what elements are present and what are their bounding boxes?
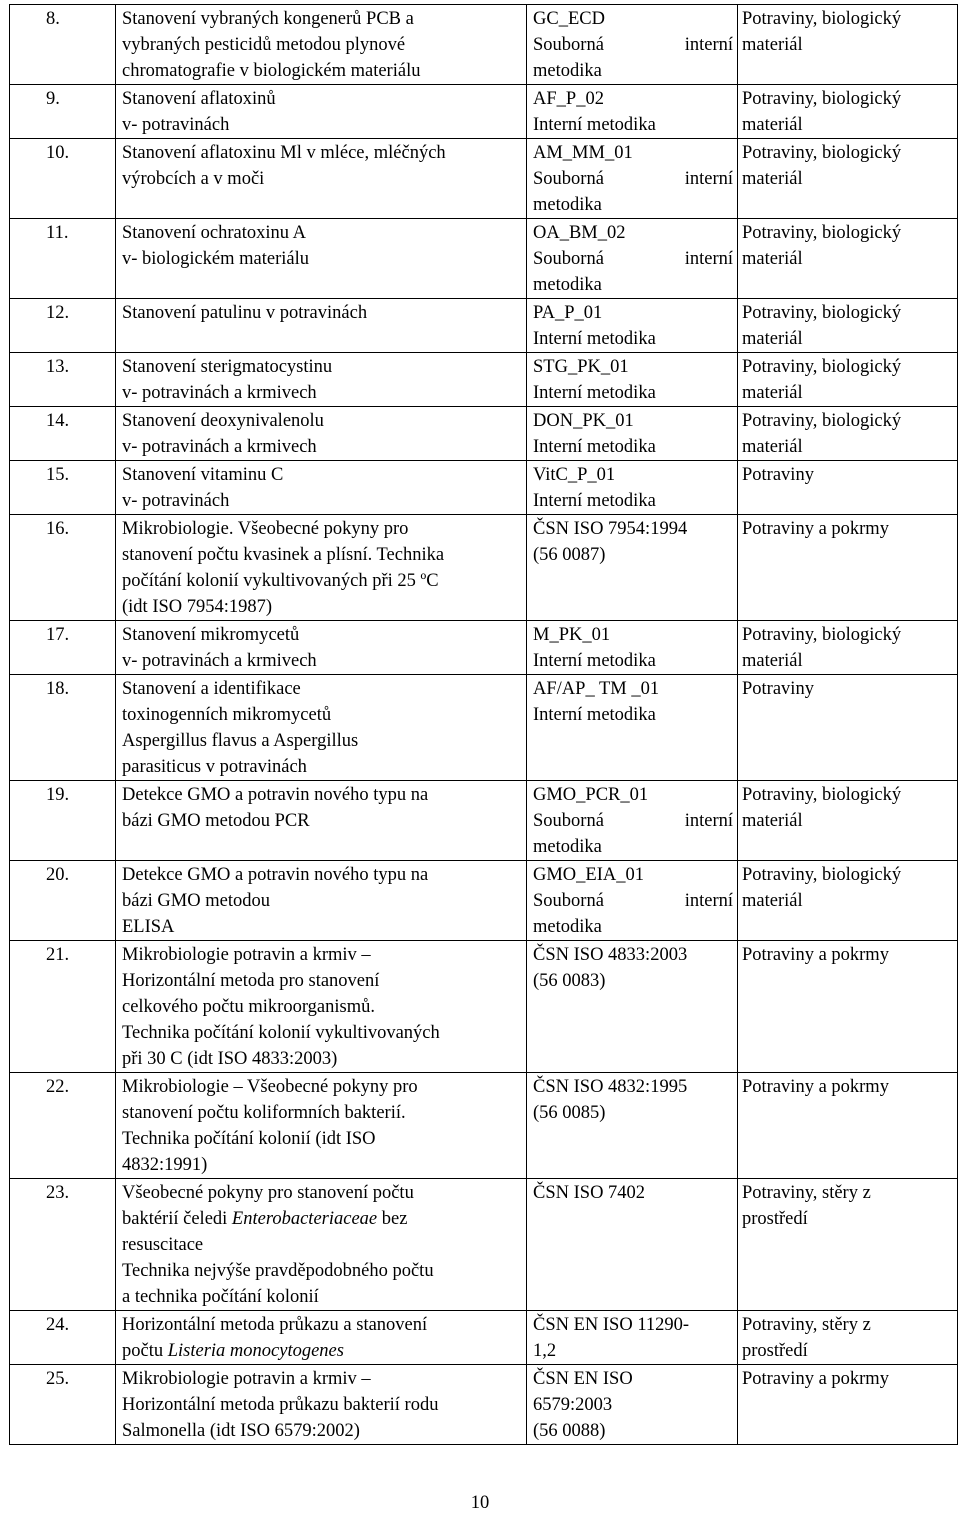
table-row xyxy=(10,941,958,1073)
method-type-word: Souborná xyxy=(533,249,604,269)
method-type-word: Souborná xyxy=(533,169,604,189)
method-standard xyxy=(527,353,738,407)
row-number: 23. xyxy=(10,1179,116,1311)
method-type-word: interní xyxy=(684,891,733,911)
method-code: ČSN EN ISO 6579:2003 (56 0088) xyxy=(533,1369,633,1441)
row-number: 13. xyxy=(10,353,116,407)
method-type: Interní metodika xyxy=(533,115,656,135)
row-number: 16. xyxy=(10,515,116,621)
method-code: ČSN EN ISO 11290- 1,2 xyxy=(533,1315,690,1361)
method-standard xyxy=(527,299,738,353)
table-row xyxy=(10,1365,958,1445)
test-material: Potraviny, biologický materiál xyxy=(738,85,958,139)
method-standard xyxy=(527,85,738,139)
method-code: PA_P_01 xyxy=(533,303,603,323)
method-type-word: interní xyxy=(684,811,733,831)
method-name: Stanovení patulinu v potravinách xyxy=(116,299,527,353)
table-row xyxy=(10,515,958,621)
row-number: 8. xyxy=(10,5,116,85)
method-type-word: metodika xyxy=(533,837,602,857)
method-type xyxy=(533,808,733,834)
row-number: 17. xyxy=(10,621,116,675)
method-type xyxy=(533,246,733,272)
organism-name-italic: Enterobacteriaceae xyxy=(231,1209,378,1229)
method-standard xyxy=(527,861,738,941)
method-type: Interní metodika xyxy=(533,383,656,403)
table-row xyxy=(10,861,958,941)
method-type: Interní metodika xyxy=(533,705,656,725)
row-number: 12. xyxy=(10,299,116,353)
test-material: Potraviny, biologický materiál xyxy=(738,353,958,407)
organism-name-italic: Listeria monocytogenes xyxy=(167,1341,344,1361)
test-material: Potraviny a pokrmy xyxy=(738,1073,958,1179)
method-standard xyxy=(527,941,738,1073)
table-row xyxy=(10,139,958,219)
method-name: Stanovení aflatoxinů v- potravinách xyxy=(116,85,527,139)
method-code: GC_ECD xyxy=(533,9,605,29)
method-standard xyxy=(527,1179,738,1311)
method-code: ČSN ISO 7402 xyxy=(533,1183,646,1203)
method-name: Stanovení ochratoxinu A v- biologickém materiálu xyxy=(116,219,527,299)
method-type-word: Souborná xyxy=(533,811,604,831)
method-type-word: metodika xyxy=(533,917,602,937)
method-name: Mikrobiologie – Všeobecné pokyny pro stanovení počtu koliformních bakterií. Technika počítání kolonií (idt ISO 4832:1991) xyxy=(116,1073,527,1179)
test-material: Potraviny, biologický materiál xyxy=(738,139,958,219)
method-code: DON_PK_01 xyxy=(533,411,634,431)
method-name: Stanovení vitaminu C v- potravinách xyxy=(116,461,527,515)
method-standard xyxy=(527,781,738,861)
method-type-word: interní xyxy=(684,169,733,189)
table-row xyxy=(10,1179,958,1311)
method-standard xyxy=(527,219,738,299)
method-standard xyxy=(527,675,738,781)
method-name: Stanovení vybraných kongenerů PCB a vybraných pesticidů metodou plynové chromatografie v biologickém materiálu xyxy=(116,5,527,85)
methods-table-body xyxy=(10,5,958,1445)
row-number: 10. xyxy=(10,139,116,219)
methods-table xyxy=(9,4,958,1445)
method-name: Detekce GMO a potravin nového typu na bázi GMO metodou ELISA xyxy=(116,861,527,941)
row-number: 22. xyxy=(10,1073,116,1179)
method-standard xyxy=(527,621,738,675)
method-type-word: metodika xyxy=(533,195,602,215)
test-material: Potraviny a pokrmy xyxy=(738,941,958,1073)
method-code: AF/AP_ TM _01 xyxy=(533,679,660,699)
row-number: 24. xyxy=(10,1311,116,1365)
method-name: Stanovení mikromycetů v- potravinách a krmivech xyxy=(116,621,527,675)
test-material: Potraviny, biologický materiál xyxy=(738,407,958,461)
method-name: Mikrobiologie. Všeobecné pokyny pro stanovení počtu kvasinek a plísní. Technika počítání kolonií vykultivovaných při 25 ºC (idt ISO 7954:1987) xyxy=(116,515,527,621)
page-number: 10 xyxy=(470,1493,490,1513)
test-material: Potraviny xyxy=(738,675,958,781)
method-standard xyxy=(527,1073,738,1179)
method-type-word: metodika xyxy=(533,61,602,81)
method-standard xyxy=(527,1365,738,1445)
table-row xyxy=(10,353,958,407)
method-type-word: Souborná xyxy=(533,891,604,911)
table-row xyxy=(10,299,958,353)
method-name: Mikrobiologie potravin a krmiv – Horizontální metoda pro stanovení celkového počtu mikroorganismů. Technika počítání kolonií vykultivovaných při 30 C (idt ISO 4833:2003) xyxy=(116,941,527,1073)
method-name: Stanovení sterigmatocystinu v- potravinách a krmivech xyxy=(116,353,527,407)
table-row xyxy=(10,1311,958,1365)
method-name: Stanovení a identifikace toxinogenních mikromycetů Aspergillus flavus a Aspergillus parasiticus v potravinách xyxy=(116,675,527,781)
method-standard xyxy=(527,139,738,219)
method-name-text: Všeobecné pokyny pro stanovení počtu baktérií čeledi xyxy=(122,1183,414,1229)
method-type-word: interní xyxy=(684,249,733,269)
table-row xyxy=(10,621,958,675)
test-material: Potraviny, biologický materiál xyxy=(738,5,958,85)
method-code: VitC_P_01 xyxy=(533,465,616,485)
method-name: Detekce GMO a potravin nového typu na bázi GMO metodou PCR xyxy=(116,781,527,861)
method-name-text: bez resuscitace Technika nejvýše pravděpodobného počtu a technika počítání kolonií xyxy=(122,1209,434,1307)
method-standard xyxy=(527,515,738,621)
row-number: 14. xyxy=(10,407,116,461)
method-type xyxy=(533,32,733,58)
method-name: Stanovení deoxynivalenolu v- potravinách a krmivech xyxy=(116,407,527,461)
method-standard xyxy=(527,5,738,85)
method-type: Interní metodika xyxy=(533,437,656,457)
row-number: 9. xyxy=(10,85,116,139)
test-material: Potraviny, biologický materiál xyxy=(738,299,958,353)
method-name: Stanovení aflatoxinu Ml v mléce, mléčných výrobcích a v moči xyxy=(116,139,527,219)
method-type: Interní metodika xyxy=(533,491,656,511)
table-row xyxy=(10,461,958,515)
test-material: Potraviny a pokrmy xyxy=(738,1365,958,1445)
test-material: Potraviny, stěry z prostředí xyxy=(738,1311,958,1365)
method-type-word: metodika xyxy=(533,275,602,295)
method-code: M_PK_01 xyxy=(533,625,611,645)
method-code: ČSN ISO 4833:2003 (56 0083) xyxy=(533,945,688,991)
method-type: Interní metodika xyxy=(533,329,656,349)
method-standard xyxy=(527,1311,738,1365)
method-name xyxy=(116,1311,527,1365)
table-row xyxy=(10,407,958,461)
method-standard xyxy=(527,407,738,461)
method-name: Mikrobiologie potravin a krmiv – Horizontální metoda průkazu bakterií rodu Salmonella (idt ISO 6579:2002) xyxy=(116,1365,527,1445)
test-material: Potraviny, biologický materiál xyxy=(738,861,958,941)
method-code: ČSN ISO 4832:1995 (56 0085) xyxy=(533,1077,688,1123)
row-number: 15. xyxy=(10,461,116,515)
method-type xyxy=(533,166,733,192)
row-number: 21. xyxy=(10,941,116,1073)
row-number: 11. xyxy=(10,219,116,299)
row-number: 18. xyxy=(10,675,116,781)
row-number: 25. xyxy=(10,1365,116,1445)
method-code: GMO_PCR_01 xyxy=(533,785,649,805)
test-material: Potraviny, biologický materiál xyxy=(738,219,958,299)
test-material: Potraviny a pokrmy xyxy=(738,515,958,621)
test-material: Potraviny, biologický materiál xyxy=(738,621,958,675)
test-material: Potraviny, biologický materiál xyxy=(738,781,958,861)
table-row xyxy=(10,5,958,85)
method-type xyxy=(533,888,733,914)
row-number: 20. xyxy=(10,861,116,941)
method-name xyxy=(116,1179,527,1311)
method-name-text: Horizontální metoda průkazu a stanovení počtu xyxy=(122,1315,428,1361)
test-material: Potraviny, stěry z prostředí xyxy=(738,1179,958,1311)
test-material: Potraviny xyxy=(738,461,958,515)
method-type-word: Souborná xyxy=(533,35,604,55)
method-code: GMO_EIA_01 xyxy=(533,865,644,885)
method-code: AM_MM_01 xyxy=(533,143,633,163)
method-code: STG_PK_01 xyxy=(533,357,629,377)
method-code: AF_P_02 xyxy=(533,89,604,109)
row-number: 19. xyxy=(10,781,116,861)
method-type: Interní metodika xyxy=(533,651,656,671)
table-row xyxy=(10,781,958,861)
method-type-word: interní xyxy=(684,35,733,55)
table-row xyxy=(10,85,958,139)
table-row xyxy=(10,1073,958,1179)
method-code: OA_BM_02 xyxy=(533,223,626,243)
table-row xyxy=(10,219,958,299)
method-standard xyxy=(527,461,738,515)
method-code: ČSN ISO 7954:1994 (56 0087) xyxy=(533,519,688,565)
table-row xyxy=(10,675,958,781)
